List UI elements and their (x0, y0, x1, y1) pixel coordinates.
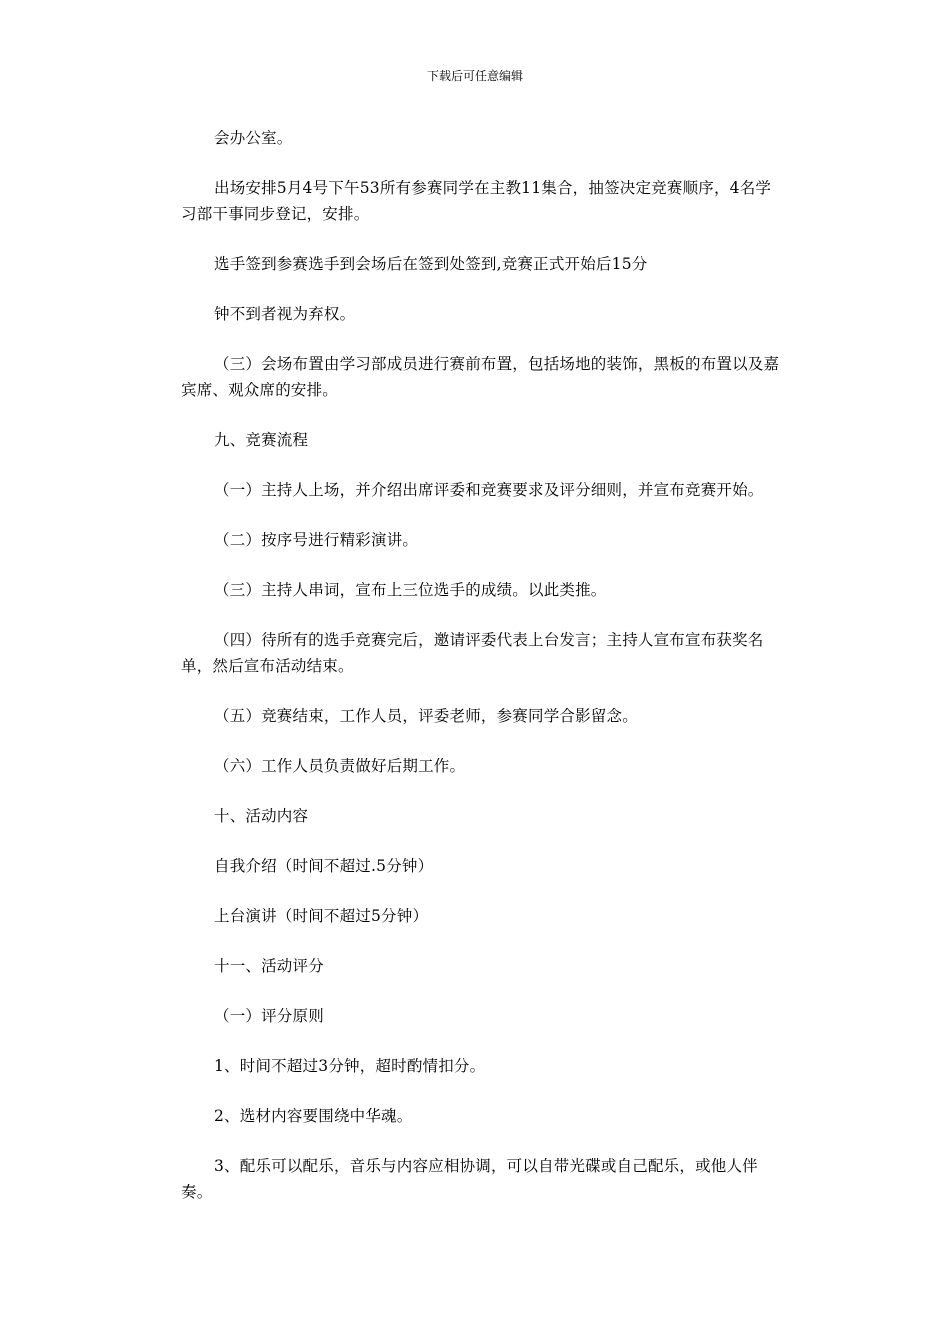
paragraph: （一）主持人上场，并介绍出席评委和竞赛要求及评分细则，并宣布竞赛开始。 (214, 481, 764, 499)
list-item: 2、选材内容要围绕中华魂。 (214, 1107, 413, 1125)
sub-heading: （一）评分原则 (214, 1007, 324, 1025)
paragraph: （二）按序号进行精彩演讲。 (214, 531, 419, 549)
page-header: 下载后可任意编辑 (426, 69, 523, 83)
paragraph: 选手签到参赛选手到会场后在签到处签到,竞赛正式开始后15分 (214, 255, 648, 273)
section-heading: 十一、活动评分 (214, 957, 324, 975)
paragraph: （三）会场布置由学习部成员进行赛前布置，包括场地的装饰，黑板的布置以及嘉宾席、观众席的安排。 (181, 355, 780, 399)
list-item: 1、时间不超过3分钟，超时酌情扣分。 (214, 1057, 486, 1075)
paragraph: 自我介绍（时间不超过.5分钟） (214, 857, 434, 875)
section-heading: 十、活动内容 (214, 807, 309, 825)
paragraph: 出场安排5月4号下午53所有参赛同学在主教11集合，抽签决定竞赛顺序，4名学习部干事同步登记，安排。 (181, 179, 772, 223)
list-item: 3、配乐可以配乐，音乐与内容应相协调，可以自带光碟或自己配乐，或他人伴奏。 (181, 1157, 758, 1201)
document-body (181, 125, 781, 1229)
paragraph: 钟不到者视为弃权。 (214, 305, 356, 323)
paragraph: （四）待所有的选手竞赛完后，邀请评委代表上台发言；主持人宣布宣布获奖名单，然后宣布活动结束。 (181, 631, 764, 675)
paragraph: （六）工作人员负责做好后期工作。 (214, 757, 466, 775)
paragraph: 会办公室。 (214, 129, 293, 147)
paragraph: 上台演讲（时间不超过5分钟） (214, 907, 429, 925)
paragraph: （五）竞赛结束，工作人员，评委老师，参赛同学合影留念。 (214, 707, 638, 725)
section-heading: 九、竞赛流程 (214, 431, 309, 449)
paragraph: （三）主持人串词，宣布上三位选手的成绩。以此类推。 (214, 581, 607, 599)
